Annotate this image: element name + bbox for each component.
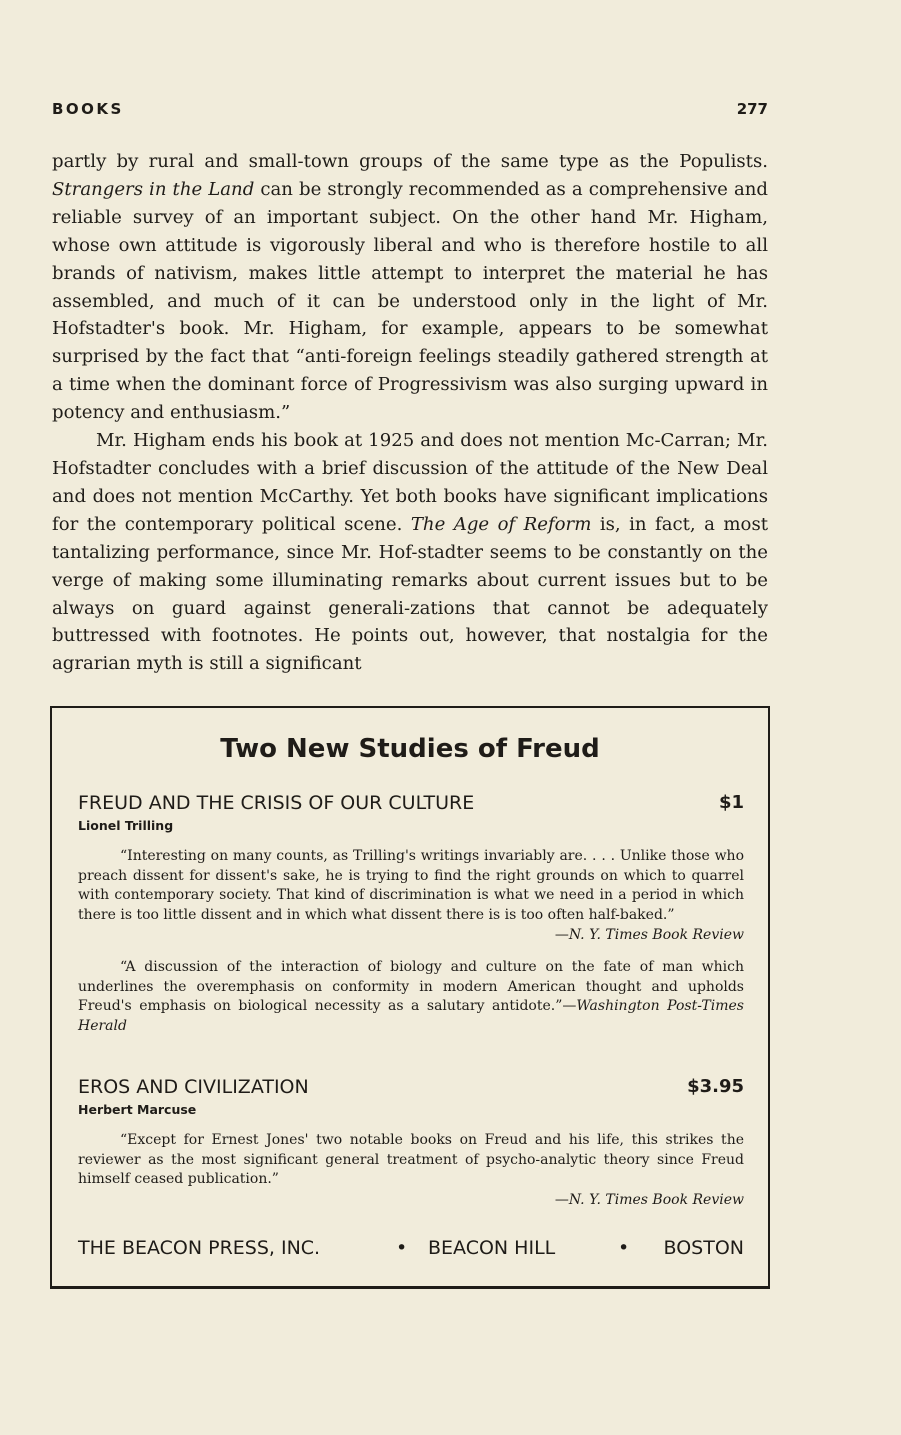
review-quote [78,958,744,1036]
book-author: Herbert Marcuse [78,1102,197,1117]
section-title: BOOKS [52,100,124,118]
review-quote: “Interesting on many counts, as Trilling's writings invariably are. . . . Unlike those who preach dissent for dissent's sake, he is trying to find the right grounds on which to quarrel with contemporary society. That kind of discrimination is what we need in a period in which there is too little dissent and in which what dissent there is is too often half-baked.” [78,848,744,923]
paragraph-2-text-a: Mr. Higham ends his book at 1925 and does not mention Mc-Carran; Mr. Hofstadter concludes with a brief discussion of the attitude of the New Deal and does not mention McCarthy. Yet both books have significant implications for the contemporary political scene. [52,430,768,535]
book-author: Lionel Trilling [78,818,174,833]
book-price: $1 [718,792,744,813]
book-listing-eros [78,1076,744,1210]
publisher-city: BOSTON [663,1237,744,1259]
book-title-age-of-reform: The Age of Reform [410,513,592,535]
paragraph-1-text-b: can be strongly recommended as a comprehensive and reliable survey of an important subject. On the other hand Mr. Higham, whose own attitude is vigorously liberal and who is therefore hostile to all brands of nativism, makes little attempt to interpret the material he has assembled, and much of it can be understood only in the light of Mr. Hofstadter's book. Mr. Higham, for example, appears to be somewhat surprised by the fact that “anti-foreign feelings steadily gathered strength at a time when the dominant force of Progressivism was also surging upward in potency and enthusiasm.” [52,178,768,424]
ad-title: Two New Studies of Freud [220,734,600,764]
review-quote-text: “A discussion of the interaction of biology and culture on the fate of man which underlines the overemphasis on conformity in modern American thought and upholds Freud's emphasis on biological necessity as a salutary antidote.”— [78,958,744,1015]
book-listing-freud-crisis [78,792,744,1036]
book-price: $3.95 [687,1076,744,1097]
separator-bullet: • [396,1237,408,1259]
paragraph-1-text-a: partly by rural and small-town groups of the same type as the Populists. [52,151,768,172]
publisher-name: THE BEACON PRESS, INC. [78,1237,321,1259]
publisher-place: BEACON HILL [428,1237,556,1259]
separator-bullet: • [618,1237,630,1259]
paragraph-2 [52,427,768,678]
citation-source: N. Y. Times Book Review [568,1191,744,1208]
book-title-row [78,1076,744,1102]
review-citation [78,926,744,946]
book-title: EROS AND CIVILIZATION [78,1076,309,1098]
page-number: 277 [736,100,768,118]
article-body [52,148,768,678]
publisher-line [78,1237,744,1267]
running-header [52,100,768,130]
book-title-strangers: Strangers in the Land [52,178,255,200]
citation-dash: — [554,1191,569,1208]
citation-dash: — [554,927,569,944]
advertisement-box [50,706,770,1289]
book-title: FREUD AND THE CRISIS OF OUR CULTURE [78,792,475,814]
book-title-row [78,792,744,818]
citation-source: Washington Post-Times Herald [78,998,744,1034]
paragraph-2-text-b: is, in fact, a most tantalizing performance, since Mr. Hof-stadter seems to be constantly on the verge of making some illuminating remarks about current issues but to be always on guard against generali-zations that cannot be adequately buttressed with footnotes. He points out, however, that nostalgia for the agrarian myth is still a significant [52,513,769,675]
paragraph-1 [52,148,768,427]
citation-source: N. Y. Times Book Review [568,927,744,944]
review-citation [78,1191,744,1211]
review-quote: “Except for Ernest Jones' two notable books on Freud and his life, this strikes the reviewer as the most significant general treatment of psycho-analytic theory since Freud himself ceased publication.” [78,1132,744,1188]
